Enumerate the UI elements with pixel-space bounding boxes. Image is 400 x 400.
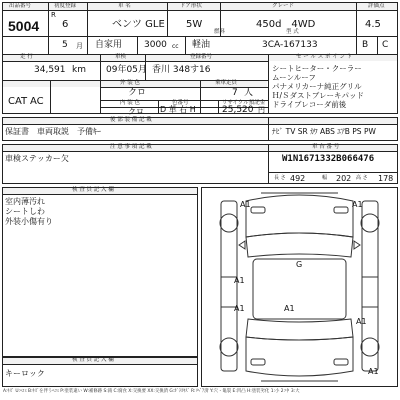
recycle-fee: 25,520 <box>222 105 254 115</box>
notes-header: 注 意 事 項 記 載 <box>110 144 152 150</box>
inspector-header: 検 査 員 記 入 欄 <box>72 187 114 193</box>
inspector-note: シートしわ <box>5 207 45 216</box>
right-side-outline <box>362 201 378 371</box>
height-label: 高 さ <box>356 175 368 181</box>
damage-mark-rear-mid: A1 <box>284 304 295 313</box>
wheel-front-left <box>220 214 238 232</box>
windshield-outline <box>246 233 353 257</box>
bottom-header: 検 査 員 記 入 欄 <box>72 357 114 363</box>
mileage-header: 走 行 <box>20 54 33 60</box>
equipment-header: 後 部 装 備 記 載 <box>110 117 152 123</box>
rear-window-outline <box>246 319 353 340</box>
use-type: 自家用 <box>95 40 123 50</box>
plate-number: 香川 348す16 <box>152 65 211 75</box>
exterior-color: クロ <box>128 88 147 98</box>
interior-color: クロ <box>128 107 144 116</box>
chassis-number: W1N1671332B066476 <box>282 154 375 164</box>
wheel-front-right <box>361 214 379 232</box>
capacity-unit: 人 <box>244 88 254 98</box>
sales-point: パナメリカーナ純正グリル <box>272 82 362 91</box>
model-code: 3CA-167133 <box>262 40 318 50</box>
width-label: 幅 <box>322 175 328 181</box>
interior-grade: B <box>362 40 369 50</box>
score-header: 評価点 <box>368 3 385 9</box>
mileage-unit: km <box>72 65 86 75</box>
damage-legend: A:ｷｽﾞ U:ﾍｺﾐ B:ｷｽﾞを伴うﾍｺﾐ P:塗装違い W:補修跡 S:錆 C:腐食 X:交換要 XX:交換済 G:ｶﾞﾗｽｷｽﾞ R:ﾘﾍﾟｱ済 Y:穴・亀裂 E:凹凸 H:塗装劣化 1:小 2:中 3:大 <box>3 389 300 394</box>
inspector-note: 室内薄汚れ <box>5 197 45 206</box>
mirror-right <box>354 241 360 249</box>
sales-point: ドライブレコーダ前後 <box>272 100 347 109</box>
door-type: 5W <box>186 19 203 30</box>
exterior-color-header: 外 装 色 <box>120 80 140 86</box>
inspector-note: 外装小傷有り <box>5 217 53 226</box>
fuel-header: 燃料 <box>214 29 226 35</box>
steering: D 革 右 H <box>160 105 196 114</box>
drive-type: CAT <box>8 96 28 107</box>
fuel: 軽油 <box>192 40 211 50</box>
wheel-rear-right <box>361 338 379 356</box>
recycle-header: リサイクル預託金 <box>222 100 266 106</box>
car-name-header: 車 名 <box>118 3 131 9</box>
damage-mark-front-right: A1 <box>352 200 363 209</box>
lot-no-header: 出品番号 <box>9 3 32 9</box>
width-value: 202 <box>336 174 352 183</box>
chassis-header: 車 台 番 号 <box>312 144 340 150</box>
damage-mark-bottom-right: A1 <box>368 367 379 376</box>
inspection-header: 車検 <box>115 54 127 60</box>
car-diagram <box>201 187 398 387</box>
inspection-date: 09年05月 <box>106 65 147 75</box>
capacity-header: 乗車定員 <box>215 80 238 86</box>
inspector-notes-list <box>5 197 53 227</box>
model-header: 型 式 <box>286 29 299 35</box>
displacement-unit: cc <box>172 43 179 50</box>
reg-year: 6 <box>62 19 69 30</box>
trunk-outline <box>246 337 353 376</box>
sales-points-list <box>272 64 396 109</box>
doors-header: ドア形状 <box>180 3 202 9</box>
sales-points-header: セ ー ル ス ポ イ ン ト <box>296 54 353 60</box>
ac: AC <box>30 96 44 107</box>
notes-text: 車検ステッカー欠 <box>5 154 69 163</box>
height-value: 178 <box>378 174 394 183</box>
damage-mark-left-upper: A1 <box>234 276 245 285</box>
grade: 450d 4WD <box>256 19 316 30</box>
displacement: 3000 <box>144 40 167 50</box>
reg-month: 5 <box>62 40 68 50</box>
wheel-rear-left <box>220 338 238 356</box>
plate-header: 登録番号 <box>190 54 213 60</box>
sales-point: シートヒーター・クーラー <box>272 64 362 73</box>
sales-point: ムーンルーフ <box>272 73 316 82</box>
sales-point: Ｈ/Ｓダストブレーキパッド <box>272 91 365 100</box>
first-reg-header: 初度登録 <box>54 3 77 9</box>
exterior-grade: C <box>382 40 389 50</box>
damage-mark-roof: G <box>296 260 303 269</box>
color-no-header: 色番号 <box>172 100 189 106</box>
lot-number: 5004 <box>8 18 40 34</box>
recycle-unit: 円 <box>258 106 265 114</box>
equipment-text: 保証書 車両取説 予備ｷｰ <box>5 127 101 136</box>
mirror-left <box>239 241 245 249</box>
score: 4.5 <box>365 19 381 30</box>
length-label: 長 さ <box>274 175 286 181</box>
bottom-note: キーロック <box>5 369 45 378</box>
era-mark: R <box>51 11 56 19</box>
grade-header: グレード <box>272 3 295 9</box>
damage-mark-front-left: A1 <box>240 200 251 209</box>
left-side-outline <box>221 201 237 371</box>
month-unit: 月 <box>76 42 83 50</box>
damage-mark-left-lower: A1 <box>234 304 245 313</box>
damage-mark-right-rear: A1 <box>356 317 367 326</box>
capacity: 7 <box>232 88 238 98</box>
length-value: 492 <box>290 174 306 183</box>
interior-color-header: 内 装 色 <box>120 100 140 106</box>
hood-outline <box>246 195 353 237</box>
options-text: ﾅﾋﾞ TV SR ｶﾜ ABS ｴｱB PS PW <box>272 127 376 136</box>
car-name: ベンツ GLE <box>112 19 165 30</box>
mileage: 34,591 <box>34 65 66 75</box>
